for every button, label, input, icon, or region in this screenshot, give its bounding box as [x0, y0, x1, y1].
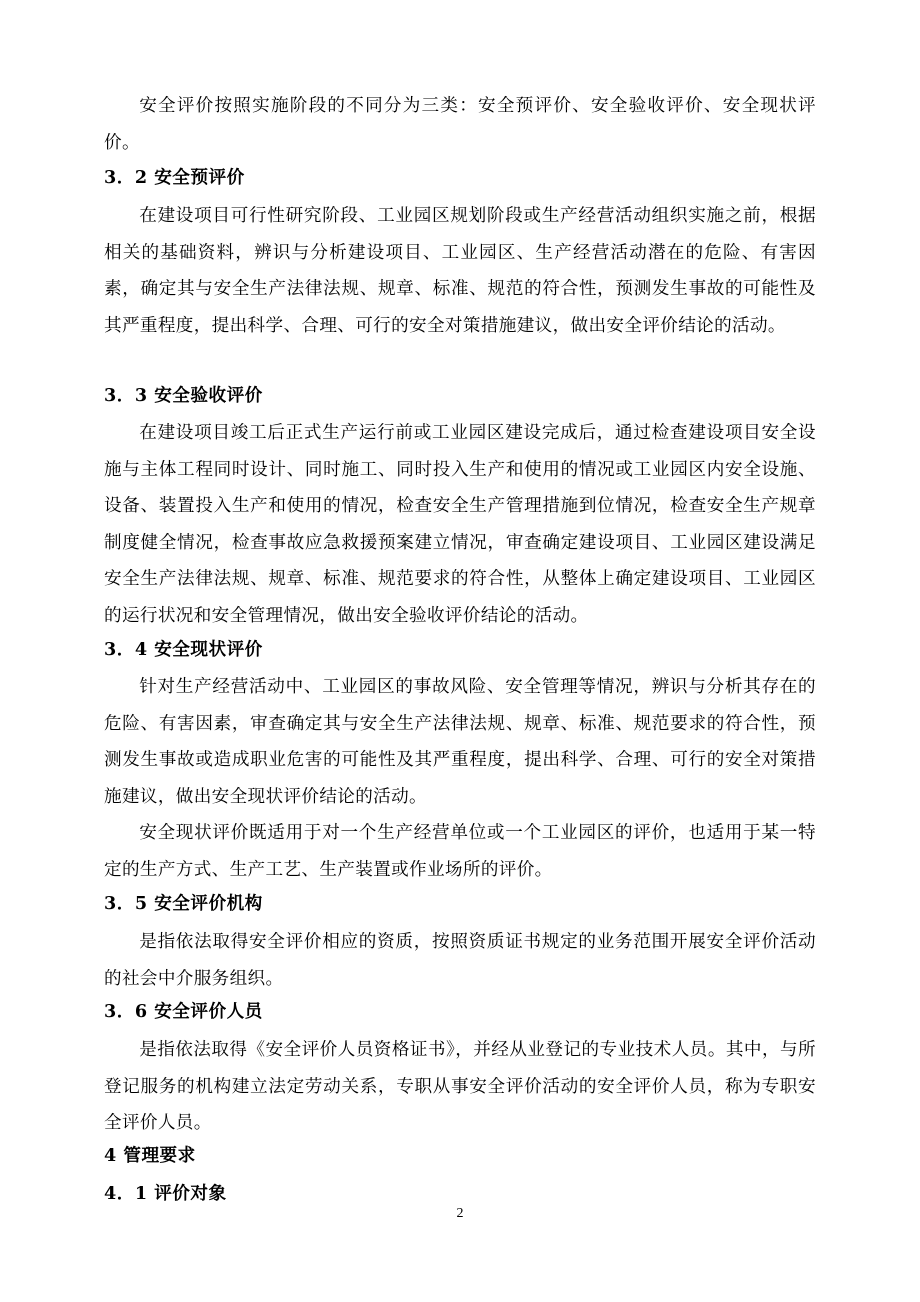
- intro-paragraph: 安全评价按照实施阶段的不同分为三类：安全预评价、安全验收评价、安全现状评价。: [104, 96, 816, 153]
- heading-3-3: 3．3 安全验收评价: [104, 385, 263, 406]
- paragraph-3-4-b: 安全现状评价既适用于对一个生产经营单位或一个工业园区的评价，也适用于某一特定的生产方式、生产工艺、生产装置或作业场所的评价。: [104, 823, 816, 880]
- heading-3-6: 3．6 安全评价人员: [104, 1001, 263, 1022]
- paragraph-3-3: 在建设项目竣工后正式生产运行前或工业园区建设完成后，通过检查建设项目安全设施与主体工程同时设计、同时施工、同时投入生产和使用的情况或工业园区内安全设施、设备、装置投入生产和使用的情况，检查安全生产管理措施到位情况，检查安全生产规章制度健全情况，检查事故应急救援预案建立情况，审查确定建设项目、工业园区建设满足安全生产法律法规、规章、标准、规范要求的符合性，从整体上确定建设项目、工业园区的运行状况和安全管理情况，做出安全验收评价结论的活动。: [104, 423, 816, 626]
- heading-4: 4 管理要求: [104, 1145, 196, 1166]
- heading-4-1: 4．1 评价对象: [104, 1183, 227, 1204]
- paragraph-3-5: 是指依法取得安全评价相应的资质，按照资质证书规定的业务范围开展安全评价活动的社会中介服务组织。: [104, 932, 816, 989]
- paragraph-3-2: 在建设项目可行性研究阶段、工业园区规划阶段或生产经营活动组织实施之前，根据相关的基础资料，辨识与分析建设项目、工业园区、生产经营活动潜在的危险、有害因素，确定其与安全生产法律法规、规章、标准、规范的符合性，预测发生事故的可能性及其严重程度，提出科学、合理、可行的安全对策措施建议，做出安全评价结论的活动。: [104, 206, 816, 336]
- heading-3-4: 3．4 安全现状评价: [104, 639, 263, 660]
- heading-3-2: 3．2 安全预评价: [104, 167, 245, 188]
- page-number: 2: [456, 1206, 464, 1221]
- paragraph-3-4: 针对生产经营活动中、工业园区的事故风险、安全管理等情况，辨识与分析其存在的危险、有害因素，审查确定其与安全生产法律法规、规章、标准、规范要求的符合性，预测发生事故或造成职业危害的可能性及其严重程度，提出科学、合理、可行的安全对策措施建议，做出安全现状评价结论的活动。: [104, 677, 816, 807]
- heading-3-5: 3．5 安全评价机构: [104, 893, 263, 914]
- paragraph-3-6: 是指依法取得《安全评价人员资格证书》，并经从业登记的专业技术人员。其中，与所登记服务的机构建立法定劳动关系，专职从事安全评价活动的安全评价人员，称为专职安全评价人员。: [104, 1040, 816, 1133]
